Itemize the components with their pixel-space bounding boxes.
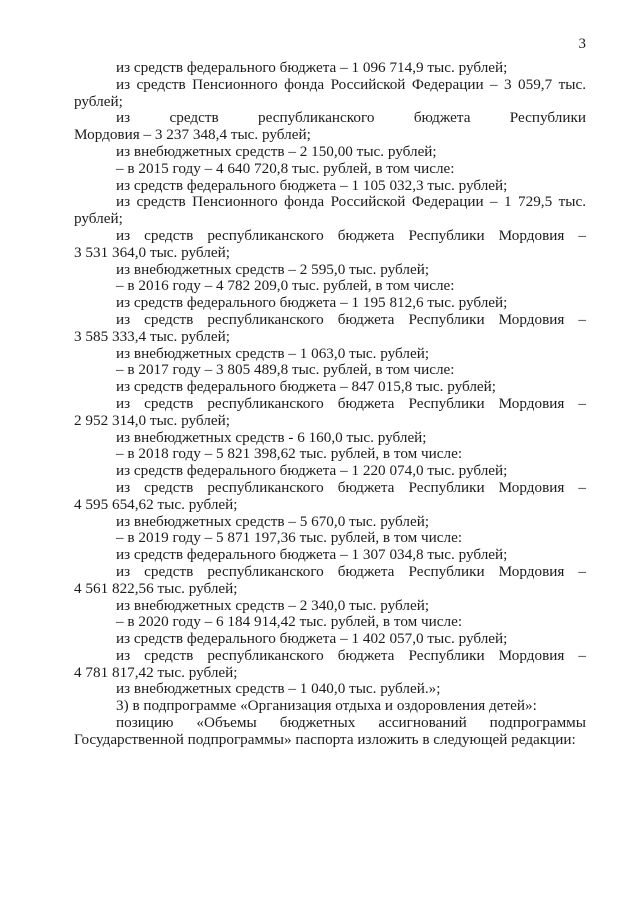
text-line: – в 2019 году – 5 871 197,36 тыс. рублей, в том числе: [116,529,463,547]
text-line: из средств республиканского бюджета Республики Мордовия – [116,394,586,412]
text-line: – в 2020 году – 6 184 914,42 тыс. рублей, в том числе: [116,613,463,631]
text-line: из средств федерального бюджета – 1 105 032,3 тыс. рублей; [116,176,508,194]
text-line: рублей; [74,210,123,228]
text-line: 4 595 654,62 тыс. рублей; [74,495,238,513]
text-line: – в 2015 году – 4 640 720,8 тыс. рублей, в том числе: [116,159,455,177]
text-line: 4 781 817,42 тыс. рублей; [74,663,238,681]
text-line: из внебюджетных средств – 2 340,0 тыс. рублей; [116,596,430,614]
text-line: Государственной подпрограммы» паспорта изложить в следующей редакции: [74,730,576,748]
text-line: из средств республиканского бюджета Республики [116,109,586,127]
text-line: из внебюджетных средств – 2 595,0 тыс. рублей; [116,260,430,278]
text-line: из внебюджетных средств – 2 150,00 тыс. рублей; [116,142,437,160]
text-line: – в 2016 году – 4 782 209,0 тыс. рублей, в том числе: [116,277,455,295]
text-line: 3) в подпрограмме «Организация отдыха и оздоровления детей»: [116,697,537,715]
text-line: из средств республиканского бюджета Республики Мордовия – [116,310,586,328]
text-line: из внебюджетных средств – 1 063,0 тыс. рублей; [116,344,430,362]
text-line: из средств республиканского бюджета Республики Мордовия – [116,562,586,580]
text-line: из средств республиканского бюджета Республики Мордовия – [116,478,586,496]
text-line: из средств федерального бюджета – 1 402 057,0 тыс. рублей; [116,630,508,648]
text-line: позицию «Объемы бюджетных ассигнований подпрограммы [116,714,586,732]
text-line: из средств Пенсионного фонда Российской Федерации – 1 729,5 тыс. [116,193,586,211]
text-line: из средств федерального бюджета – 1 220 074,0 тыс. рублей; [116,462,508,480]
document-body [74,60,586,749]
text-line: 3 531 364,0 тыс. рублей; [74,243,230,261]
text-line: Мордовия – 3 237 348,4 тыс. рублей; [74,126,311,144]
text-line: из средств республиканского бюджета Республики Мордовия – [116,646,586,664]
text-line: из средств Пенсионного фонда Российской Федерации – 3 059,7 тыс. [116,75,586,93]
text-line: из внебюджетных средств - 6 160,0 тыс. рублей; [116,428,427,446]
text-line: из средств федерального бюджета – 1 096 714,9 тыс. рублей; [116,59,508,76]
page-number: 3 [578,36,586,52]
text-line: – в 2018 году – 5 821 398,62 тыс. рублей, в том числе: [116,445,463,463]
text-line: из средств федерального бюджета – 847 015,8 тыс. рублей; [116,378,496,396]
text-line: 3 585 333,4 тыс. рублей; [74,327,230,345]
text-line: из внебюджетных средств – 1 040,0 тыс. рублей.»; [116,680,441,698]
text-line: рублей; [74,92,123,110]
text-line: из средств федерального бюджета – 1 307 034,8 тыс. рублей; [116,546,508,564]
text-line: из средств республиканского бюджета Республики Мордовия – [116,226,586,244]
text-line: из внебюджетных средств – 5 670,0 тыс. рублей; [116,512,430,530]
text-line: – в 2017 году – 3 805 489,8 тыс. рублей, в том числе: [116,361,455,379]
text-line: из средств федерального бюджета – 1 195 812,6 тыс. рублей; [116,294,508,312]
text-line: 2 952 314,0 тыс. рублей; [74,411,230,429]
text-line: 4 561 822,56 тыс. рублей; [74,579,238,597]
